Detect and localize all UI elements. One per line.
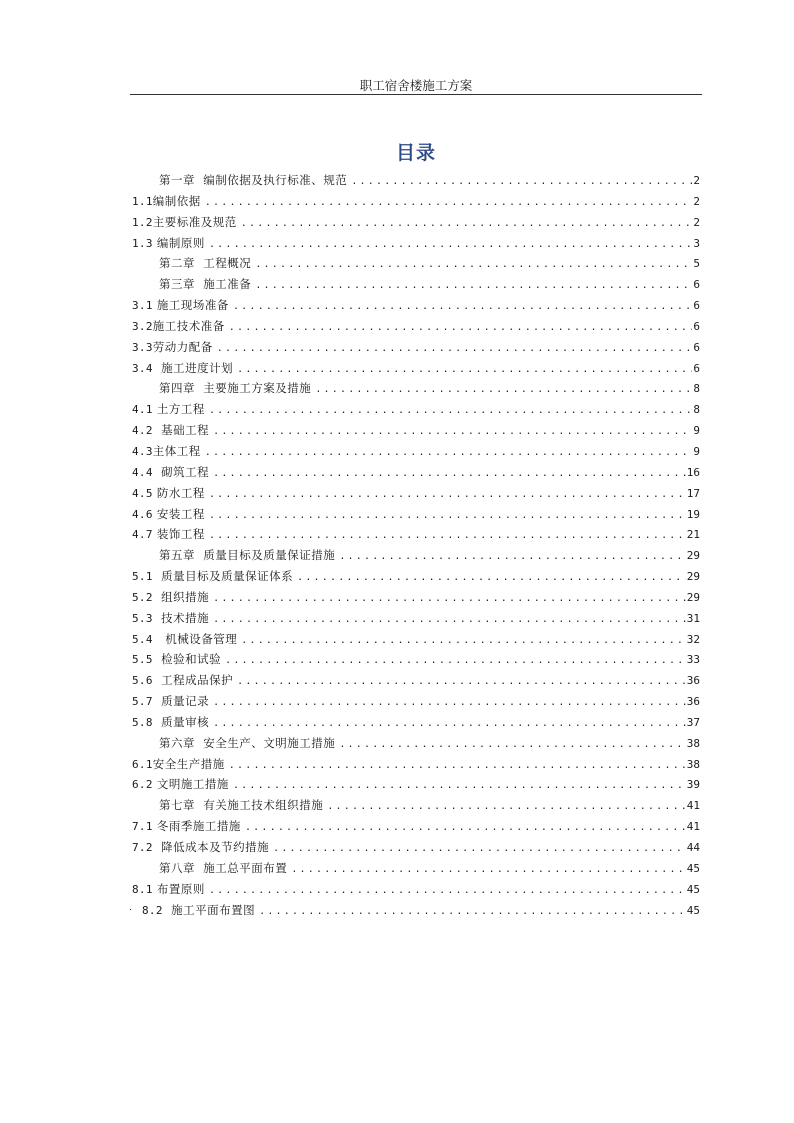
toc-page-number: 29 <box>686 570 700 584</box>
toc-dot-leader <box>229 756 686 777</box>
toc-entry-label: 第七章 有关施工技术组织措施 <box>159 798 324 813</box>
toc-page-number: 9 <box>693 444 700 458</box>
toc-dot-leader <box>273 839 686 860</box>
toc-dot-leader <box>209 235 692 256</box>
toc-section-entry[interactable] <box>132 212 700 233</box>
toc-section-entry[interactable] <box>132 629 700 650</box>
toc-entry-label: 布置原则 <box>152 881 205 896</box>
toc-page-number: 6 <box>693 319 700 333</box>
toc-dot-leader <box>327 797 685 818</box>
toc-section-entry[interactable] <box>132 316 700 337</box>
toc-entry-number: 5.7 <box>132 695 153 709</box>
toc-entry-label: 编制原则 <box>152 235 205 250</box>
toc-dot-leader <box>225 651 686 672</box>
toc-entry-number: 5.5 <box>132 653 153 667</box>
toc-entry-label: 主要标准及规范 <box>152 214 237 229</box>
toc-section-entry[interactable] <box>132 837 700 858</box>
toc-page-number: 2 <box>693 215 700 229</box>
toc-dot-leader <box>213 610 686 631</box>
toc-page-number: 37 <box>686 715 700 729</box>
toc-page-number: 6 <box>693 361 700 375</box>
toc-page-number: 33 <box>686 653 700 667</box>
toc-entry-number: 5.8 <box>132 715 153 729</box>
toc-section-entry[interactable] <box>132 399 700 420</box>
stray-mark: . <box>129 903 132 913</box>
toc-entry-label: 第一章 编制依据及执行标准、规范 <box>159 173 348 187</box>
toc-entry-number: 4.6 <box>132 507 153 521</box>
toc-page-number: 8 <box>693 382 700 396</box>
toc-chapter-entry[interactable] <box>132 378 700 399</box>
toc-page-number: 45 <box>686 903 700 917</box>
toc-entry-label: 编制依据 <box>152 193 201 208</box>
toc-dot-leader <box>237 672 686 693</box>
toc-entry-number: 4.2 <box>132 424 153 438</box>
toc-section-entry[interactable] <box>132 816 700 837</box>
toc-entry-label: 第六章 安全生产、文明施工措施 <box>159 735 336 750</box>
toc-entry-label: 基础工程 <box>152 423 210 438</box>
toc-entry-number: 1.1 <box>132 194 153 208</box>
toc-section-entry[interactable] <box>132 900 700 921</box>
toc-page-number: 9 <box>693 424 700 438</box>
toc-chapter-entry[interactable] <box>132 795 700 816</box>
toc-page-number: 38 <box>686 757 700 771</box>
toc-entry-label: 技术措施 <box>152 610 210 625</box>
toc-chapter-entry[interactable] <box>132 858 700 879</box>
toc-entry-number: 8.2 <box>142 903 163 917</box>
toc-page-number: 38 <box>686 736 700 750</box>
toc-section-entry[interactable] <box>132 295 700 316</box>
toc-dot-leader <box>297 568 686 589</box>
toc-entry-number: 5.6 <box>132 674 153 688</box>
toc-dot-leader <box>209 401 692 422</box>
toc-section-entry[interactable] <box>132 608 700 629</box>
toc-section-entry[interactable] <box>132 337 700 358</box>
toc-dot-leader <box>209 526 686 547</box>
toc-section-entry[interactable] <box>132 420 700 441</box>
toc-dot-leader <box>205 193 693 214</box>
toc-entry-number: 8.1 <box>132 882 153 896</box>
toc-page-number: 2 <box>693 194 700 208</box>
toc-entry-number: 4.5 <box>132 486 153 500</box>
toc-dot-leader <box>233 297 692 318</box>
toc-section-entry[interactable] <box>132 483 700 504</box>
toc-dot-leader <box>209 506 686 527</box>
toc-dot-leader <box>259 902 686 923</box>
toc-dot-leader <box>213 422 692 443</box>
toc-page-number: 6 <box>693 278 700 292</box>
toc-entry-label: 施工进度计划 <box>152 360 234 375</box>
toc-entry-number: 5.2 <box>132 590 153 604</box>
toc-entry-number: 4.4 <box>132 465 153 479</box>
toc-dot-leader <box>209 881 686 902</box>
toc-entry-number: 6.1 <box>132 757 153 771</box>
toc-entry-number: 7.2 <box>132 841 153 854</box>
toc-page-number: 41 <box>686 820 700 834</box>
toc-page-number: 16 <box>686 465 700 479</box>
toc-entry-number: 6.2 <box>132 778 153 792</box>
toc-section-entry[interactable] <box>132 712 700 733</box>
toc-page-number: 3 <box>693 236 700 250</box>
toc-entry-number: 5.4 <box>132 632 153 646</box>
toc-section-entry[interactable] <box>132 504 700 525</box>
toc-entry-number: 3.4 <box>132 361 153 375</box>
toc-dot-leader <box>213 714 686 735</box>
toc-dot-leader <box>291 860 685 881</box>
toc-section-entry[interactable] <box>132 691 700 712</box>
toc-entry-number: 4.7 <box>132 528 153 542</box>
toc-page-number: 44 <box>686 841 700 854</box>
toc-dot-leader <box>245 818 686 839</box>
toc-dot-leader <box>205 443 693 464</box>
toc-section-entry[interactable] <box>132 441 700 462</box>
toc-page-number: 39 <box>686 778 700 792</box>
toc-chapter-entry[interactable] <box>132 545 700 566</box>
toc-chapter-entry[interactable] <box>132 170 700 191</box>
toc-dot-leader <box>213 693 686 714</box>
toc-page-number: 45 <box>686 882 700 896</box>
toc-entry-label: 施工技术准备 <box>152 318 225 333</box>
toc-section-entry[interactable] <box>132 566 700 587</box>
toc-dot-leader <box>339 735 685 756</box>
toc-entry-label: 第八章 施工总平面布置 <box>159 860 288 875</box>
toc-entry-number: 7.1 <box>132 820 153 834</box>
toc-dot-leader <box>209 485 686 506</box>
toc-entry-label: 装饰工程 <box>152 527 205 542</box>
toc-entry-label: 质量审核 <box>152 714 210 729</box>
toc-dot-leader <box>339 547 685 568</box>
toc-entry-number: 3.2 <box>132 319 153 333</box>
toc-entry-label: 冬雨季施工措施 <box>152 819 241 834</box>
toc-dot-leader <box>213 464 686 485</box>
toc-page-number: 5 <box>693 257 700 271</box>
toc-dot-leader <box>213 589 686 610</box>
toc-entry-label: 第四章 主要施工方案及措施 <box>159 381 312 396</box>
toc-section-entry[interactable] <box>132 670 700 691</box>
toc-dot-leader <box>241 631 686 652</box>
toc-entry-label: 机械设备管理 <box>152 631 238 646</box>
toc-page-number: 36 <box>686 695 700 709</box>
toc-dot-leader <box>315 380 692 401</box>
toc-entry-label: 安全生产措施 <box>152 756 225 771</box>
toc-page-number: 8 <box>693 403 700 417</box>
toc-entry-label: 第三章 施工准备 <box>159 277 252 292</box>
toc-section-entry[interactable] <box>132 233 700 254</box>
toc-page-number: 21 <box>686 528 700 542</box>
toc-entry-label: 土方工程 <box>152 402 205 417</box>
toc-page-number: 19 <box>686 507 700 521</box>
toc-entry-label: 安装工程 <box>152 506 205 521</box>
toc-section-entry[interactable] <box>132 774 700 795</box>
toc-entry-label: 组织措施 <box>152 589 210 604</box>
toc-dot-leader <box>233 776 686 797</box>
toc-entry-label: 第二章 工程概况 <box>159 256 252 271</box>
toc-entry-label: 质量记录 <box>152 694 210 709</box>
header-rule <box>130 94 702 95</box>
toc-entry-label: 第五章 质量目标及质量保证措施 <box>159 548 336 563</box>
toc-title: 目录 <box>395 142 436 164</box>
toc-entry-label: 防水工程 <box>152 485 205 500</box>
toc-dot-leader <box>217 339 693 360</box>
toc-page-number: 17 <box>686 486 700 500</box>
toc-dot-leader <box>237 360 692 381</box>
toc-section-entry[interactable] <box>132 754 700 775</box>
toc-page-number: 6 <box>693 299 700 313</box>
toc-page-number: 6 <box>693 340 700 354</box>
toc-chapter-entry[interactable] <box>132 253 700 274</box>
toc-chapter-entry[interactable] <box>132 733 700 754</box>
toc-section-entry[interactable] <box>132 358 700 379</box>
toc-entry-number: 3.3 <box>132 340 153 354</box>
toc-entry-label: 质量目标及质量保证体系 <box>152 569 294 584</box>
toc-page-number: 41 <box>686 799 700 813</box>
toc-entry-label: 施工现场准备 <box>152 298 229 313</box>
toc-entry-number: 5.1 <box>132 570 153 584</box>
toc-dot-leader <box>241 214 693 235</box>
toc-dot-leader <box>229 318 693 339</box>
toc-dot-leader <box>351 172 692 193</box>
page-header-title: 职工宿舍楼施工方案 <box>359 78 473 93</box>
toc-entry-label: 砌筑工程 <box>152 464 210 479</box>
toc-page-number: 29 <box>686 590 700 604</box>
toc-entry-label: 施工平面布置图 <box>162 902 256 917</box>
toc-entry-label: 劳动力配备 <box>152 339 213 354</box>
toc-entry-label: 降低成本及节约措施 <box>152 840 270 854</box>
toc-entry-number: 4.3 <box>132 444 153 458</box>
toc-section-entry[interactable] <box>132 879 700 900</box>
toc-section-entry[interactable] <box>132 462 700 483</box>
toc-entry-label: 检验和试验 <box>152 652 222 667</box>
toc-page-number: 32 <box>686 632 700 646</box>
toc-entry-label: 文明施工措施 <box>152 777 229 792</box>
toc-entry-number: 4.1 <box>132 403 153 417</box>
toc-page-number: 2 <box>693 174 700 187</box>
toc-entry-label: 主体工程 <box>152 443 201 458</box>
table-of-contents <box>132 170 700 920</box>
toc-section-entry[interactable] <box>132 524 700 545</box>
toc-entry-number: 5.3 <box>132 611 153 625</box>
toc-section-entry[interactable] <box>132 191 700 212</box>
toc-dot-leader <box>255 255 692 276</box>
toc-page-number: 31 <box>686 611 700 625</box>
toc-page-number: 36 <box>686 674 700 688</box>
toc-entry-number: 1.3 <box>132 236 153 250</box>
toc-entry-number: 3.1 <box>132 299 153 313</box>
toc-page-number: 45 <box>686 861 700 875</box>
toc-section-entry[interactable] <box>132 587 700 608</box>
toc-dot-leader <box>255 276 692 297</box>
toc-section-entry[interactable] <box>132 649 700 670</box>
toc-chapter-entry[interactable] <box>132 274 700 295</box>
toc-entry-label: 工程成品保护 <box>152 673 234 688</box>
toc-entry-number: 1.2 <box>132 215 153 229</box>
toc-page-number: 29 <box>686 549 700 563</box>
